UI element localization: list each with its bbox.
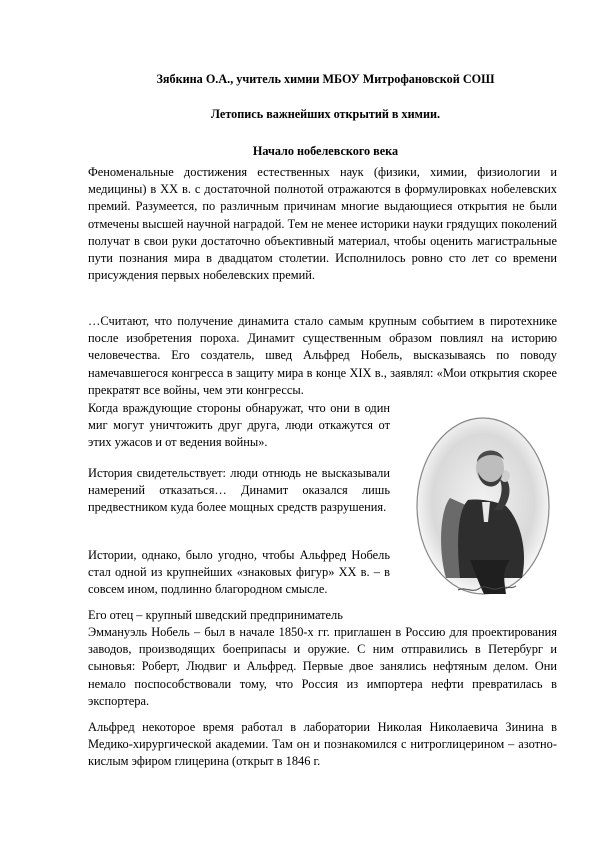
paragraph-dynamite-continued: Когда враждующие стороны обнаружат, что они в один миг могут уничтожить друг друга, люди откажутся от этих ужасов и от ведения войны».	[88, 401, 390, 450]
author-line: Зябкина О.А., учитель химии МБОУ Митрофановской СОШ	[156, 72, 495, 86]
paragraph-history: История свидетельствует: люди отнюдь не высказывали намерений отказаться… Динамит оказался лишь предвестником куда более мощных средств разрушения.	[88, 466, 390, 515]
nobel-portrait-image	[410, 410, 556, 610]
paragraph-nobel-figure: Истории, однако, было угодно, чтобы Альфред Нобель стал одной из крупнейших «знаковых фигур» XX в. – в совсем ином, подлинно благородном смысле.	[88, 548, 390, 597]
document-title: Летопись важнейших открытий в химии.	[210, 107, 441, 121]
paragraph-father-start: Его отец – крупный шведский предприниматель	[88, 608, 343, 622]
section-subtitle: Начало нобелевского века	[252, 144, 399, 158]
paragraph-intro: Феноменальные достижения естественных наук (физики, химии, физиологии и медицины) в XX в. с достаточной полнотой отражаются в формулировках нобелевских премий. Разумеется, по различным причинам многие выдающиеся открытия не были отмечены высшей научной наградой. Тем не менее историки науки грядущих поколений получат в свои руки достаточно объективный материал, чтобы оценить магистральные пути познания мира в двадцатом столетии. Исполнилось ровно сто лет со времени присуждения первых нобелевских премий.	[88, 165, 557, 283]
paragraph-dynamite: …Считают, что получение динамита стало самым крупным событием в пиротехнике после изобретения пороха. Динамит существенным образом повлиял на историю человечества. Его создатель, швед Альфред Нобель, высказываясь по поводу намечавшегося конгресса в защиту мира в конце XIX в., заявлял: «Мои открытия скорее прекратят все войны, чем эти конгрессы.	[88, 314, 557, 397]
paragraph-zinin: Альфред некоторое время работал в лаборатории Николая Николаевича Зинина в Медико-хирургической академии. Там он и познакомился с нитроглицерином – азотно-кислым эфиром глицерина (открыт в 1846 г.	[88, 720, 557, 769]
paragraph-father: Эммануэль Нобель – был в начале 1850-х гг. приглашен в Россию для проектирования заводов, производящих боеприпасы и оружие. С ним отправились в Петербург и сыновья: Роберт, Людвиг и Альфред. Первые двое занялись нефтяным делом. Они немало поспособствовали тому, что Россия из импортера нефти превратилась в экспортера.	[88, 625, 557, 708]
